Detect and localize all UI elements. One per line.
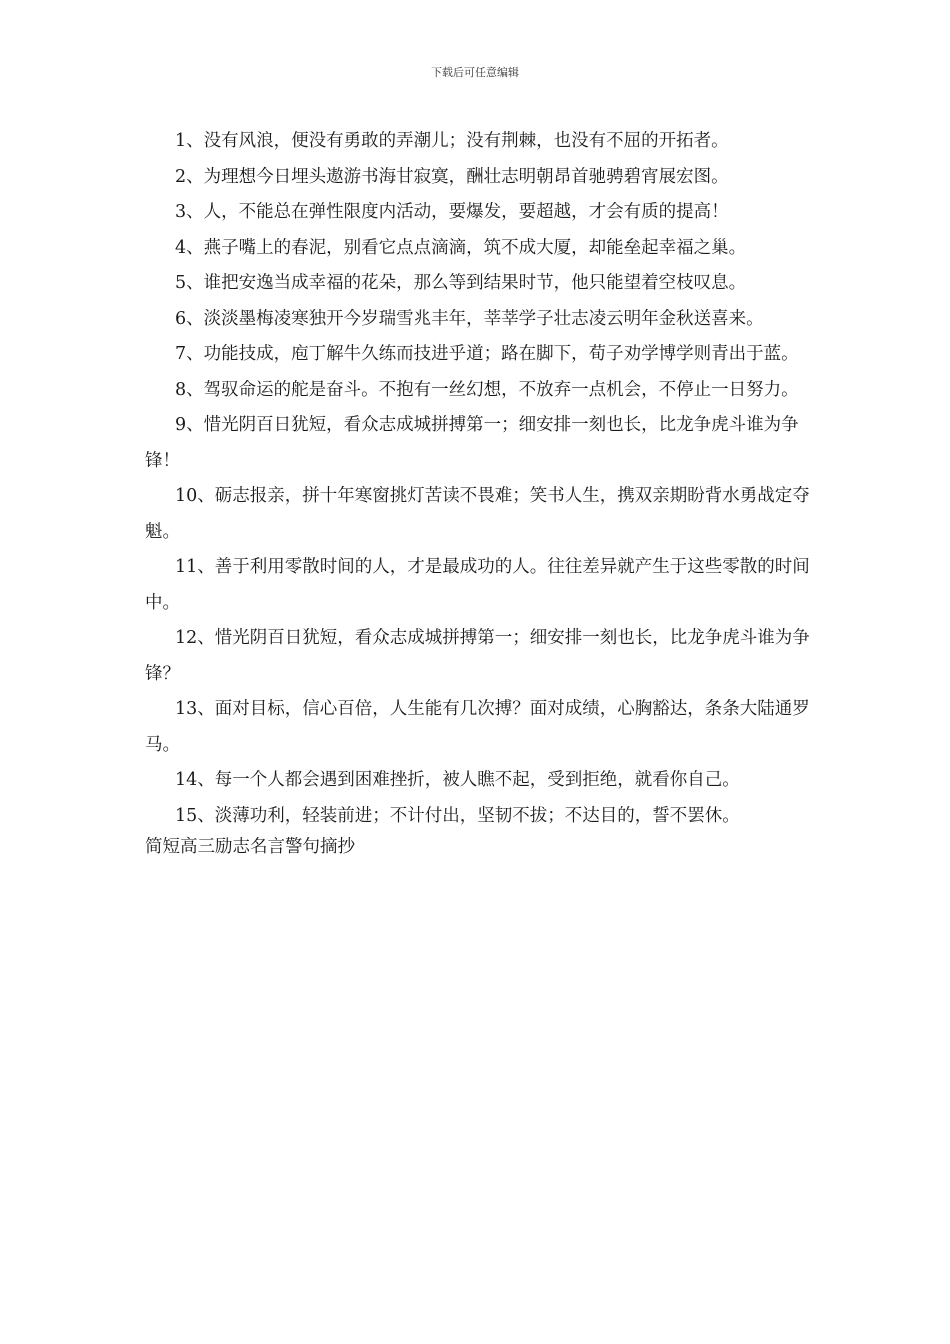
quote-item-5: 5、谁把安逸当成幸福的花朵，那么等到结果时节，他只能望着空枝叹息。 xyxy=(175,273,747,293)
quote-item-14: 14、每一个人都会遇到困难挫折，被人瞧不起，受到拒绝，就看你自己。 xyxy=(175,770,740,790)
quote-item-13: 13、面对目标，信心百倍，人生能有几次搏？面对成绩，心胸豁达，条条大陆通罗马。 xyxy=(145,699,810,755)
quote-item-9: 9、惜光阴百日犹短，看众志成城拼搏第一；细安排一刻也长，比龙争虎斗谁为争锋！ xyxy=(145,415,799,471)
quote-item-7: 7、功能技成，庖丁解牛久练而技进乎道；路在脚下，荀子劝学博学则青出于蓝。 xyxy=(175,344,799,364)
quote-item-3: 3、人，不能总在弹性限度内活动，要爆发，要超越，才会有质的提高！ xyxy=(175,202,729,222)
quote-item-1: 1、没有风浪，便没有勇敢的弄潮儿；没有荆棘，也没有不屈的开拓者。 xyxy=(175,131,729,151)
quote-item-15: 15、淡薄功利，轻装前进；不计付出，坚韧不拔；不达目的，誓不罢休。 xyxy=(175,805,740,826)
quote-item-12: 12、惜光阴百日犹短，看众志成城拼搏第一；细安排一刻也长，比龙争虎斗谁为争锋？ xyxy=(145,628,810,684)
quote-item-11: 11、善于利用零散时间的人，才是最成功的人。往往差异就产生于这些零散的时间中。 xyxy=(145,557,810,613)
quote-item-6: 6、淡淡墨梅凌寒独开今岁瑞雪兆丰年，莘莘学子壮志凌云明年金秋送喜来。 xyxy=(175,308,764,329)
quote-item-2: 2、为理想今日埋头遨游书海甘寂寞，酬壮志明朝昂首驰骋碧宵展宏图。 xyxy=(175,166,729,187)
quote-item-8: 8、驾驭命运的舵是奋斗。不抱有一丝幻想，不放弃一点机会，不停止一日努力。 xyxy=(175,379,799,400)
quote-list xyxy=(145,124,815,860)
document-title-footer: 简短高三励志名言警句摘抄 xyxy=(145,837,355,857)
quote-item-4: 4、燕子嘴上的春泥，别看它点点滴滴，筑不成大厦，却能垒起幸福之巢。 xyxy=(175,237,747,258)
download-note-header: 下载后可任意编辑 xyxy=(431,66,519,79)
quote-item-10: 10、砺志报亲，拼十年寒窗挑灯苦读不畏难；笑书人生，携双亲期盼背水勇战定夺魁。 xyxy=(145,486,810,542)
